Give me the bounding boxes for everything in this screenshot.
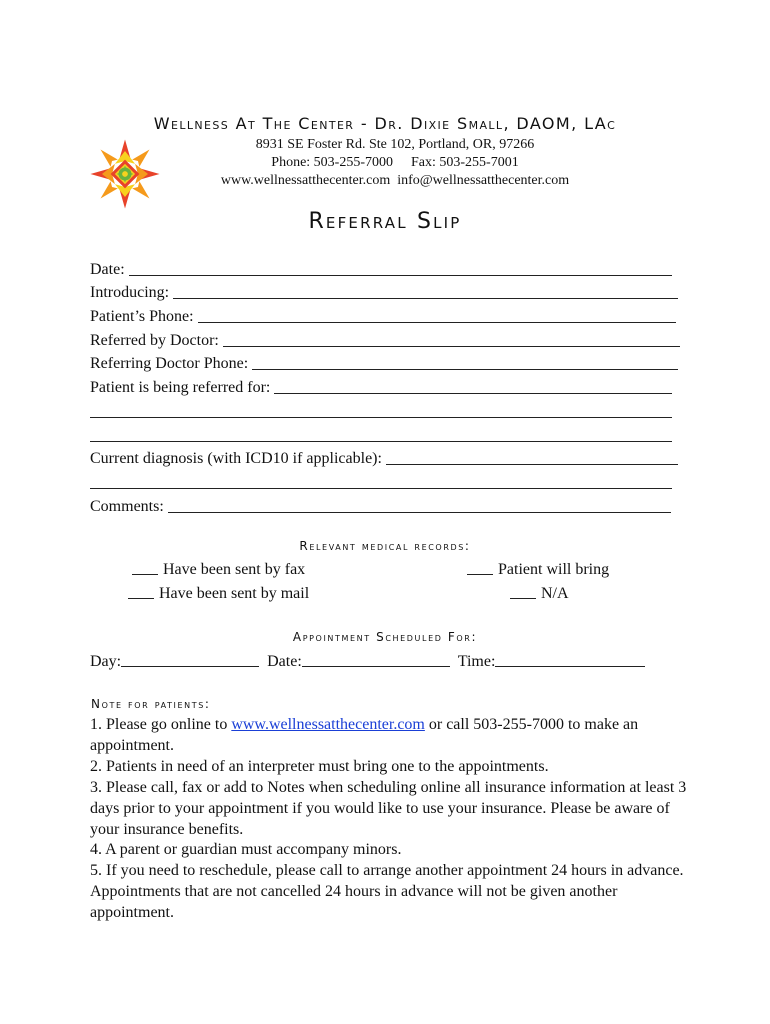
day-fill-line[interactable] bbox=[121, 652, 259, 667]
field-referring-doctor-phone bbox=[90, 351, 680, 375]
option-label: Have been sent by mail bbox=[159, 585, 310, 602]
notes-list bbox=[90, 715, 690, 924]
fill-line[interactable] bbox=[168, 498, 671, 513]
records-heading: Relevant medical records: bbox=[299, 539, 471, 553]
appointment-date bbox=[267, 652, 454, 672]
phone-number: Phone: 503-255-7000 bbox=[271, 155, 393, 170]
org-title: Wellness At The Center - Dr. Dixie Small, DAOM, LAc bbox=[153, 114, 617, 133]
contact-phone-fax bbox=[10, 154, 770, 172]
time-fill-line[interactable] bbox=[495, 652, 645, 667]
option-sent-by-fax[interactable] bbox=[132, 560, 305, 580]
field-patient-phone bbox=[90, 303, 680, 327]
fill-line[interactable] bbox=[223, 332, 680, 347]
field-label: Patient’s Phone: bbox=[90, 308, 194, 326]
referral-form bbox=[90, 256, 680, 517]
field-label: Introducing: bbox=[90, 284, 170, 302]
field-referred-for-continued bbox=[90, 398, 680, 422]
website-link[interactable]: www.wellnessatthecenter.com bbox=[231, 716, 425, 733]
check-blank[interactable] bbox=[132, 560, 158, 575]
note-item: 3. Please call, fax or add to Notes when scheduling online all insurance information at least 3 days prior to your appointment if you would like to use your insurance. Please be aware of your insurance benefits. bbox=[90, 778, 687, 838]
check-blank[interactable] bbox=[510, 584, 536, 599]
field-label: Date: bbox=[90, 260, 125, 278]
fax-number: Fax: 503-255-7001 bbox=[411, 155, 519, 170]
fill-line[interactable] bbox=[252, 355, 678, 370]
field-referred-for bbox=[90, 374, 680, 398]
day-label: Day: bbox=[90, 653, 122, 670]
field-comments bbox=[90, 493, 680, 517]
field-current-diagnosis bbox=[90, 446, 680, 470]
fill-line[interactable] bbox=[386, 450, 678, 465]
field-label: Patient is being referred for: bbox=[90, 379, 271, 397]
appointment-fields bbox=[90, 652, 649, 672]
option-patient-will-bring[interactable] bbox=[467, 560, 609, 580]
field-diagnosis-continued bbox=[90, 469, 680, 493]
option-sent-by-mail[interactable] bbox=[128, 584, 309, 604]
field-referred-for-continued bbox=[90, 422, 680, 446]
email-text: info@wellnessatthecenter.com bbox=[397, 173, 570, 188]
field-label: Referred by Doctor: bbox=[90, 331, 219, 349]
appointment-heading: Appointment Scheduled For: bbox=[292, 630, 478, 644]
note-item: 1. Please go online to www.wellnessatthecenter.com or call 503-255-7000 to make an appointment. bbox=[90, 716, 639, 754]
appointment-day bbox=[90, 652, 263, 672]
option-label: Patient will bring bbox=[498, 561, 610, 578]
option-label: Have been sent by fax bbox=[163, 561, 306, 578]
appointment-time bbox=[458, 652, 650, 672]
form-title: Referral Slip bbox=[308, 209, 462, 234]
field-date bbox=[90, 256, 680, 280]
address-line: 8931 SE Foster Rd. Ste 102, Portland, OR, 97266 bbox=[255, 137, 535, 152]
contact-web-email bbox=[10, 172, 770, 190]
fill-line[interactable] bbox=[198, 308, 676, 323]
field-referred-by-doctor bbox=[90, 327, 680, 351]
field-introducing bbox=[90, 280, 680, 304]
fill-line[interactable] bbox=[90, 427, 672, 442]
note-item: 2. Patients in need of an interpreter must bring one to the appointments. bbox=[90, 757, 549, 775]
check-blank[interactable] bbox=[128, 584, 154, 599]
option-label: N/A bbox=[541, 585, 569, 602]
fill-line[interactable] bbox=[90, 474, 672, 489]
time-label: Time: bbox=[457, 653, 496, 670]
field-label: Referring Doctor Phone: bbox=[90, 355, 249, 373]
fill-line[interactable] bbox=[129, 261, 672, 276]
check-blank[interactable] bbox=[467, 560, 493, 575]
website-text: www.wellnessatthecenter.com bbox=[220, 173, 391, 188]
notes-heading: Note for patients: bbox=[91, 697, 211, 711]
field-label: Comments: bbox=[90, 497, 164, 515]
fill-line[interactable] bbox=[90, 403, 672, 418]
date-fill-line[interactable] bbox=[302, 652, 450, 667]
fill-line[interactable] bbox=[173, 284, 678, 299]
note-item: 4. A parent or guardian must accompany minors. bbox=[90, 841, 402, 859]
date-label: Date: bbox=[267, 653, 302, 670]
note-item: 5. If you need to reschedule, please call to arrange another appointment 24 hours in advance. Appointments that are not cancelled 24 hours in advance will not be given another appointment. bbox=[90, 862, 684, 922]
option-na[interactable] bbox=[510, 584, 569, 604]
field-label: Current diagnosis (with ICD10 if applicable): bbox=[90, 450, 382, 468]
fill-line[interactable] bbox=[274, 379, 672, 394]
